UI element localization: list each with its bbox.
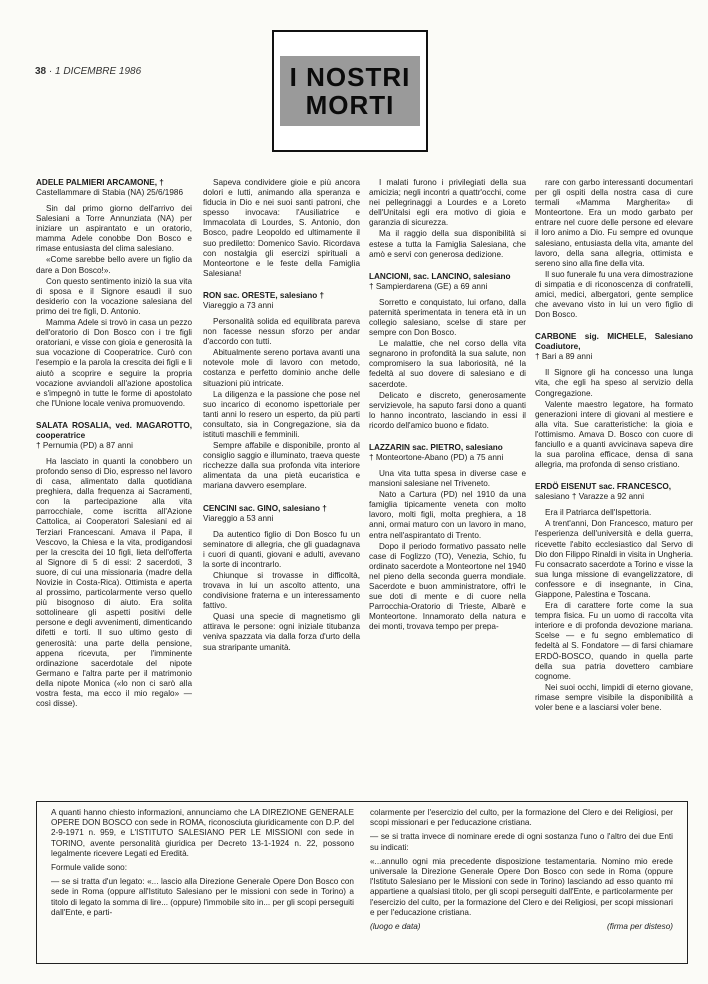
obituary-paragraph: A trent'anni, Don Francesco, maturo per l'esperienza dell'università e della guerra, ricevette l'abito ecclesiastico dal Servo di Dio don Filippo Rinaldi in visita in Ungheria. Fu consacrato sacerdote a Torino e visse la sua lunga missione di evangelizzatore, di confessore e di insegnante, in Cina, Giappone, Palestina e Toscana. (535, 519, 693, 599)
obituary-paragraph: I malati furono i privilegiati della sua amicizia; negli incontri a quattr'occhi, come nei pellegrinaggi a Lourdes e a Loreto dell'Unitalsi egli era motivo di gioia e garanzia di sicurezza. (369, 178, 526, 228)
column-2 (203, 178, 360, 665)
obituary-paragraph: Sin dal primo giorno dell'arrivo dei Salesiani a Torre Annunziata (NA) per iniziare un aspirantato e un oratorio, mamma Adele conobbe Don Bosco e rimase entusiasta del clima salesiano. (36, 204, 192, 254)
obituary-paragraph: Ha lasciato in quanti la conobbero un profondo senso di Dio, espresso nel lavoro di casa, alimentato dalla quotidiana preghiera, dalla frequenza ai Sacramenti, con la partecipazione alla vita parrocchiale, come iscritta all'Azione Cattolica, ai Cooperatori Salesiani ed ai Terziari Francescani. Amava il Papa, il Vescovo, la Chiesa e la vita, prodigandosi per la crescita dei 10 figli, lieta dell'offerta al Signore di 5 di essi: 2 sacerdoti, 3 suore, di cui una missionaria (madre della Novizie in Costa-Rica). Ottimista e aperta al prossimo, particolarmente verso quello più bisognoso di aiuto. Era solita sottolineare gli aspetti positivi delle persone e degli avvenimenti, dimenticando difetti e torti. Il suo ultimo gesto di generosità: una parte della pensione, appena ricevuta, per l'imminente ordinazione sacerdotale del nipote Germano e l'altra parte per il matrimonio della nipote Monica («lo non ci sarò alla vostra festa, ma ecco il mio regalo» — così disse). (36, 456, 192, 709)
obituary-paragraph: Abitualmente sereno portava avanti una notevole mole di lavoro con metodo, costanza e perfetto dominio anche delle situazioni più intricate. (203, 348, 360, 388)
obituary-paragraph: Personalità solida ed equilibrata pareva non facesse nessun sforzo per andar d'accordo con tutti. (203, 316, 360, 347)
page-header (35, 66, 141, 77)
issue-date: · 1 DICEMBRE 1986 (48, 66, 142, 77)
column-3 (369, 178, 526, 644)
legacy-notice-box (36, 801, 688, 964)
obituary-paragraph: «Come sarebbe bello avere un figlio da dare a Don Bosco!». (36, 255, 192, 275)
obituary-name: CARBONE sig. MICHELE, Salesiano Coadiutore, (535, 332, 693, 352)
obituary-paragraph: Era di carattere forte come la sua tempra fisica. Fu un uomo di raccolta vita interiore e di profonda devozione mariana. Scelse — e fu segno emblematico di fedeltà al S. Fondatore — di farsi chiamare ERDÖ-BOSCO, quando in quella parte della sua patria dovettero cambiare cognome. (535, 601, 693, 681)
obituary-paragraph: Nato a Cartura (PD) nel 1910 da una famiglia tipicamente veneta con molto lavoro, molti figli, molta preghiera, a 18 anni, ormai maturo con un lavoro in mano, entra nell'aspirantato di Trento. (369, 490, 526, 540)
obituary-paragraph: Chiunque si trovasse in difficoltà, trovava in lui un ascolto attento, una condivisione fraterna e un interessamento fattivo. (203, 570, 360, 611)
obituary-name: SALATA ROSALIA, ved. MAGAROTTO, cooperatrice (36, 420, 192, 440)
obituary-paragraph: Il Signore gli ha concesso una lunga vita, che egli ha speso al servizio della Congregazione. (535, 368, 693, 398)
obituary-paragraph: rare con garbo interessanti documentari per gli ospiti della nostra casa di cure termali «Mamma Margherita» di Monteortone. Era un modo garbato per entrare nel cuore delle persone ed elevare il loro animo a Dio. Fu sempre ed ovunque salesiano, entusiasta della vita, amante del lavoro, della sana allegria, ottimista e sereno sino alla fine della vita. (535, 178, 693, 268)
title-line-1: I NOSTRI (289, 62, 411, 92)
obituary-paragraph: Valente maestro legatore, ha formato generazioni intere di giovani al mestiere e alla vita. Sue caratteristiche: la gioia e l'ottimismo. Amava D. Bosco con cuore di fanciullo e a quanti avvicinava sapeva dire la sua parolina efficace, densa di sana allegria, ma profonda di senso cristiano. (535, 399, 693, 470)
obituary-paragraph: Sempre affabile e disponibile, pronto al consiglio saggio e illuminato, traeva queste ricchezze dalla sua profonda vita interiore alimentata da una pietà eucaristica e mariana davvero esemplare. (203, 441, 360, 491)
obituary-name: ERDÖ EISENUT sac. FRANCESCO, (535, 482, 672, 492)
obituary-paragraph: Ma il raggio della sua disponibilità si estese a tutta la Famiglia Salesiana, che amò e servì con generosa dedizione. (369, 229, 526, 259)
obituary-name: LAZZARIN sac. PIETRO, salesiano (369, 442, 503, 452)
obituary-paragraph: Sapeva condividere gioie e più ancora dolori e lutti, animando alla speranza e fiducia in Dio e nei suoi santi patroni, che spesso invocava: l'Ausiliatrice e Immacolata di Lourdes, S. Antonio, don Bosco, padre Leopoldo ed ultimamente il suo prediletto: Domenico Savio. Ricordava con nostalgia gli esercizi spirituali a Monteortone e le feste della Famiglia Salesiana! (203, 178, 360, 278)
page-number: 38 (35, 66, 47, 77)
title-line-2: MORTI (305, 90, 395, 120)
obituary-place-age: salesiano † Varazze a 92 anni (535, 492, 645, 502)
obituary-name: RON sac. ORESTE, salesiano † (203, 290, 325, 300)
column-1 (36, 178, 192, 721)
obituary-place-age: † Monteortone-Abano (PD) a 75 anni (369, 452, 504, 462)
signature-label: (firma per disteso) (607, 922, 673, 932)
notice-paragraph: Formule valide sono: (51, 863, 127, 873)
obituary-entry (203, 291, 360, 492)
obituary-entry (535, 178, 693, 320)
notice-paragraph: A quanti hanno chiesto informazioni, annunciamo che LA DIREZIONE GENERALE OPERE DON BOSCO con sede in ROMA, riconosciuta giuridicamente con D.P. del 2-9-1971 n. 959, e L'ISTITUTO SALESIANO PER LE MISSIONI con sede in TORINO, avente personalità giuridica per Decreto 13-1-1924 n. 22, possono legalmente ricevere Legati ed Eredità. (51, 808, 354, 858)
obituary-entry (36, 421, 192, 709)
obituary-place-age: † Bari a 89 anni (535, 352, 593, 362)
obituary-name: ADELE PALMIERI ARCAMONE, † (36, 178, 164, 187)
section-title-box (272, 30, 428, 152)
signature-line (370, 922, 673, 932)
obituary-paragraph: Dopo il periodo formativo passato nelle case di Foglizzo (TO), Venezia, Schio, fu ordinato sacerdote a Monteortone nel 1940 nel pieno della seconda guerra mondiale. Sacerdote e buon amministratore, offrì le sue doti di mente e di cuore nella Parrocchia-Oratorio di Trieste, Albarè e Monteortone. Innamorato della natura e dei monti, trovava tempo per prepa- (369, 541, 526, 632)
obituary-paragraph: Le malattie, che nel corso della vita segnarono in profondità la sua salute, non compromisero la sua laboriosità, né la fedeltà al suo dovere di salesiano e di sacerdote. (369, 339, 526, 389)
obituary-entry (369, 443, 526, 633)
obituary-paragraph: Delicato e discreto, generosamente servizievole, ha saputo farsi dono a quanti lo hanno incontrato, lasciando in essi il ricordo dell'amico buono e fidato. (369, 390, 526, 430)
obituary-name: LANCIONI, sac. LANCINO, salesiano (369, 271, 511, 281)
column-4 (535, 178, 693, 725)
obituary-paragraph: La diligenza e la passione che pose nel suo incarico di economo ispettoriale per tanti anni lo resero un esperto, da più parti consultato, sia in Congregazione, sia da istituti maschili e femminili. (203, 389, 360, 439)
obituary-entry (369, 272, 526, 431)
obituary-entry (535, 482, 693, 713)
obituary-entry (36, 178, 192, 409)
obituary-place-age: Viareggio a 53 anni (203, 513, 274, 523)
notice-paragraph: — se si tratta d'un legato: «... lascio alla Direzione Generale Opere Don Bosco con sede in Roma (oppure all'Istituto Salesiano per le missioni con sede in Torino) a titolo di legato la somma di lire... (oppure) l'immobile sito in... per gli scopi perseguiti dall'Ente, e parti- (51, 877, 354, 917)
obituary-place-age: † Pernumia (PD) a 87 anni (36, 440, 133, 450)
obituary-place-age: Castellammare di Stabia (NA) 25/6/1986 (36, 188, 183, 197)
obituary-name: CENCINI sac. GINO, salesiano † (203, 503, 327, 513)
notice-left-column (51, 808, 354, 957)
place-date-label: (luogo e data) (370, 922, 421, 932)
obituary-entry (203, 178, 360, 279)
obituary-paragraph: Con questo sentimento iniziò la sua vita di sposa e il Signore esaudì il suo desiderio con la vocazione salesiana del primo dei tre figli, D. Antonio. (36, 276, 192, 316)
obituary-paragraph: Quasi una specie di magnetismo gli attirava le persone: ogni iniziale titubanza veniva spazzata via dalla forza d'urto della sua straripante umanità. (203, 612, 360, 652)
obituary-entry (203, 504, 360, 653)
obituary-entry (369, 178, 526, 260)
obituary-place-age: Viareggio a 73 anni (203, 300, 274, 310)
obituary-paragraph: Nei suoi occhi, limpidi di eterno giovane, rimase sempre visibile la disponibilità a voler bene e a lasciarsi voler bene. (535, 682, 693, 713)
notice-paragraph: «...annullo ogni mia precedente disposizione testamentaria. Nomino mio erede universale la Direzione Generale Opere Don Bosco con sede in Roma (oppure l'Istituto Salesiano per le Missioni con sede in Torino) lasciando ad esso quanto mi appartiene a qualsiasi titolo, per gli scopi perseguiti dall'Ente, e particolarmente per l'esercizio del culto, per la formazione del Clero e dei Religiosi, per scopi missionari e per l'educazione cristiana. (370, 856, 673, 917)
notice-paragraph: — se si tratta invece di nominare erede di ogni sostanza l'uno o l'altro dei due Enti su indicati: (370, 832, 673, 852)
section-title (280, 56, 420, 126)
obituary-paragraph: Da autentico figlio di Don Bosco fu un seminatore di allegria, che gli guadagnava i cuori di quanti, giovani e adulti, avevano la sorte di incontrarlo. (203, 529, 360, 569)
obituary-paragraph: Una vita tutta spesa in diverse case e mansioni salesiane nel Triveneto. (369, 468, 526, 489)
obituary-paragraph: Sorretto e conquistato, lui orfano, dalla paternità sperimentata in tenera età in un collegio salesiano, scelse di stare per sempre con Don Bosco. (369, 297, 526, 338)
obituary-paragraph: Mamma Adele si trovò in casa un pezzo dell'oratorio di Don Bosco con i tre figli oratoriani, e visse con gioia e generosità la sua vocazione di Cooperatrice. Curò con l'esempio e la parola la crescita dei figli e li aiutò a scoprire e seguire la propria vocazione avviandoli all'azione apostolica e s'impegnò in tutte le forme di apostolato che l'Unione locale veniva promuovendo. (36, 318, 192, 408)
obituary-entry (535, 332, 693, 470)
obituary-paragraph: Il suo funerale fu una vera dimostrazione di simpatia e di riconoscenza di confratelli, amici, medici, albergatori, gente semplice che avevano visto in lui un vero figlio di Don Bosco. (535, 269, 693, 320)
notice-paragraph: colarmente per l'esercizio del culto, per la formazione del Clero e dei Religiosi, per scopi missionari e per l'educazione cristiana. (370, 808, 673, 828)
obituary-place-age: † Sampierdarena (GE) a 69 anni (369, 281, 488, 291)
obituary-paragraph: Era il Patriarca dell'Ispettoria. (545, 508, 652, 518)
notice-right-column (370, 808, 673, 957)
